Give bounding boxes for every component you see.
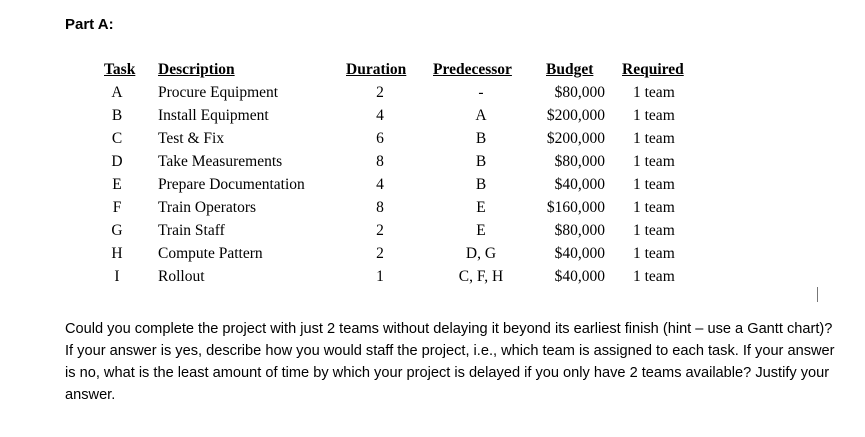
task-budget: $200,000 (546, 130, 605, 147)
task-required: 1 team (633, 107, 675, 124)
task-description: Compute Pattern (158, 245, 263, 262)
task-required: 1 team (633, 245, 675, 262)
header-required: Required (622, 61, 684, 78)
task-predecessor: D, G (465, 245, 497, 262)
table-row (0, 107, 865, 130)
text-cursor (817, 287, 818, 302)
part-title: Part A: (65, 16, 114, 33)
task-duration: 4 (376, 107, 384, 124)
header-description: Description (158, 61, 235, 78)
task-description: Install Equipment (158, 107, 269, 124)
task-id: D (111, 153, 123, 170)
task-predecessor: C, F, H (458, 268, 504, 285)
task-duration: 8 (376, 199, 384, 216)
task-id: B (111, 107, 123, 124)
table-row (0, 245, 865, 268)
task-required: 1 team (633, 153, 675, 170)
header-predecessor: Predecessor (433, 61, 512, 78)
task-id: C (111, 130, 123, 147)
task-id: H (111, 245, 123, 262)
task-duration: 2 (376, 245, 384, 262)
table-row (0, 153, 865, 176)
task-predecessor: A (475, 107, 487, 124)
table-row (0, 176, 865, 199)
task-required: 1 team (633, 199, 675, 216)
task-id: F (112, 199, 122, 216)
task-budget: $40,000 (554, 176, 605, 193)
task-duration: 2 (376, 222, 384, 239)
task-id: I (114, 268, 120, 285)
task-id: A (111, 84, 123, 101)
task-duration: 1 (376, 268, 384, 285)
task-description: Train Operators (158, 199, 257, 216)
task-predecessor: B (475, 130, 487, 147)
table-row (0, 199, 865, 222)
table-row (0, 222, 865, 245)
header-budget: Budget (546, 61, 594, 78)
task-predecessor: B (475, 153, 487, 170)
task-budget: $200,000 (546, 107, 605, 124)
task-id: G (111, 222, 123, 239)
question-text: Could you complete the project with just 2 teams without delaying it beyond its earliest finish (hint – use a Gantt chart)? If your answer is yes, describe how you would staff the project, i.e., which team is assigned to each task. If your answer is no, what is the least amount of time by which your project is delayed if you only have 2 teams available? Justify your answer. (65, 321, 835, 403)
task-budget: $80,000 (554, 153, 605, 170)
table-row (0, 130, 865, 153)
task-id: E (112, 176, 122, 193)
task-description: Prepare Documentation (158, 176, 305, 193)
task-duration: 8 (376, 153, 384, 170)
task-budget: $40,000 (554, 268, 605, 285)
task-budget: $160,000 (546, 199, 605, 216)
header-duration: Duration (346, 61, 407, 78)
task-required: 1 team (633, 130, 675, 147)
task-predecessor: E (476, 199, 486, 216)
task-description: Train Staff (158, 222, 225, 239)
task-budget: $80,000 (554, 222, 605, 239)
task-predecessor: - (478, 84, 484, 101)
table-row (0, 268, 865, 291)
task-required: 1 team (633, 222, 675, 239)
task-required: 1 team (633, 268, 675, 285)
task-description: Test & Fix (158, 130, 225, 147)
task-budget: $80,000 (554, 84, 605, 101)
task-description: Procure Equipment (158, 84, 279, 101)
header-task: Task (104, 61, 136, 78)
task-budget: $40,000 (554, 245, 605, 262)
task-description: Take Measurements (158, 153, 283, 170)
task-duration: 6 (376, 130, 384, 147)
table-row (0, 84, 865, 107)
task-duration: 4 (376, 176, 384, 193)
task-duration: 2 (376, 84, 384, 101)
task-required: 1 team (633, 84, 675, 101)
task-required: 1 team (633, 176, 675, 193)
task-description: Rollout (158, 268, 205, 285)
task-predecessor: B (475, 176, 487, 193)
task-predecessor: E (476, 222, 486, 239)
